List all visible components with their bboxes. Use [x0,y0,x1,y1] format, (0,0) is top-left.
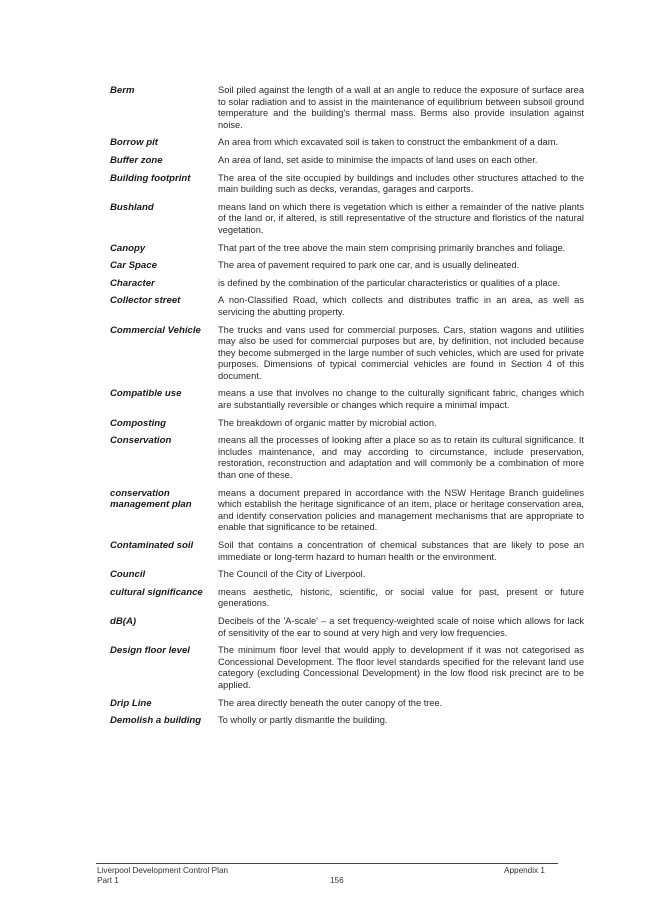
glossary-term: Bushland [110,201,154,213]
glossary-entry [110,243,584,255]
glossary-term: Canopy [110,242,146,254]
footer-part: Part 1 [97,876,119,885]
glossary-term: Demolish a building [110,715,202,727]
footer-page-number: 156 [330,876,344,885]
glossary-term: Berm [110,85,135,96]
glossary-entry [110,325,584,383]
glossary-entry [110,569,584,581]
footer-divider [96,863,558,864]
glossary-entry [110,85,584,131]
glossary-term: Car Space [110,260,157,272]
glossary-entry [110,488,584,534]
glossary-term: Compatible use [110,388,182,400]
glossary-entry [110,715,584,727]
glossary-entry [110,587,584,610]
glossary-definition: The area directly beneath the outer canopy of the tree. [218,697,443,708]
glossary-term: Contaminated soil [110,540,194,551]
glossary-definition: means all the processes of looking after a place so as to retain its cultural significance. It includes maintenance, and may according to circumstance, include preservation, restoration, reconstruction and adaptation and will commonly be a combination of more than one of these. [218,435,584,481]
glossary-definition: An area of land, set aside to minimise the impacts of land uses on each other. [218,154,538,165]
glossary-term: Collector street [110,295,181,307]
footer-appendix: Appendix 1 [504,866,545,875]
glossary-definition: means a use that involves no change to the culturally significant fabric, changes which are substantially reversible or changes which require a minimal impact. [218,388,584,411]
glossary-entry [110,435,584,481]
glossary-term: Commercial Vehicle [110,324,201,336]
glossary-definition: The area of the site occupied by buildings and includes other structures attached to the main building such as decks, verandas, garages and carports. [218,172,584,195]
glossary-entry [110,698,584,710]
glossary-definition: means aesthetic, historic, scientific, or social value for past, present or future generations. [218,586,584,609]
glossary-entry [110,155,584,167]
glossary-definition: means land on which there is vegetation which is either a remainder of the native plants of the land or, if altered, is still representative of the structure and floristics of the natural vegetation. [218,201,584,235]
glossary-term: Buffer zone [110,154,163,166]
glossary-term: Composting [110,417,166,429]
glossary-definition: The trucks and vans used for commercial purposes. Cars, station wagons and utilities may also be used for commercial purposes but are, by definition, not included because they become submerged in the large number of such vehicles, which are used for private purposes. Dimensions of typical commercial vehicles are found in Section 4 of this document. [218,324,584,381]
glossary-definition: The area of pavement required to park one car, and is usually delineated. [218,260,520,271]
glossary-entry [110,260,584,272]
glossary-definition: An area from which excavated soil is taken to construct the embankment of a dam. [218,137,559,148]
glossary-entry [110,388,584,411]
glossary-entry [110,137,584,149]
glossary-entry [110,616,584,639]
glossary-entry [110,202,584,237]
glossary-term: Drip Line [110,697,152,709]
glossary-term: Design floor level [110,645,190,657]
glossary-definition: means a document prepared in accordance with the NSW Heritage Branch guidelines which establish the heritage significance of an item, place or heritage conservation area, and identify conservation policies and management mechanisms that are appropriate to enable that significance to be retained. [218,487,584,533]
glossary-entry [110,173,584,196]
glossary-definition: is defined by the combination of the particular characteristics or qualities of a place. [218,277,561,288]
glossary-definition: A non-Classified Road, which collects and distributes traffic in an area, as well as servicing the abutting property. [218,295,584,317]
glossary-term: Council [110,569,146,581]
glossary-definition: To wholly or partly dismantle the building. [218,715,388,726]
glossary-term: cultural significance [110,586,203,598]
glossary-list [110,85,584,733]
glossary-definition: The Council of the City of Liverpool. [218,569,366,580]
glossary-term: dB(A) [110,615,137,627]
glossary-definition: Soil that contains a concentration of chemical substances that are likely to pose an immediate or long-term hazard to human health or the environment. [218,540,584,562]
glossary-term: Building footprint [110,172,191,184]
glossary-term: Character [110,277,155,289]
glossary-definition: The minimum floor level that would apply to development if it was not categorised as Concessional Development. The floor level standards specified for the relevant land use category (excluding Concessional Development) in the low flood risk precinct are to be applied. [218,645,584,690]
glossary-entry [110,645,584,691]
glossary-definition: Decibels of the 'A-scale' – a set frequency-weighted scale of noise which allows for lack of sensitivity of the ear to sound at very high and very low frequencies. [218,615,584,638]
glossary-term: Borrow pit [110,137,158,149]
glossary-entry [110,418,584,430]
glossary-definition: Soil piled against the length of a wall at an angle to reduce the exposure of surface area to solar radiation and to assist in the maintenance of equilibrium between subsoil ground temperature and the building's thermal mass. Berms also provide insulation against noise. [218,85,584,130]
glossary-definition: That part of the tree above the main stem comprising primarily branches and foliage. [218,242,566,253]
glossary-term: conservation management plan [110,487,192,511]
glossary-definition: The breakdown of organic matter by microbial action. [218,417,437,428]
glossary-entry [110,295,584,318]
glossary-entry [110,278,584,290]
footer-doc-title: Liverpool Development Control Plan [97,866,229,875]
glossary-term: Conservation [110,435,172,447]
glossary-entry [110,540,584,563]
